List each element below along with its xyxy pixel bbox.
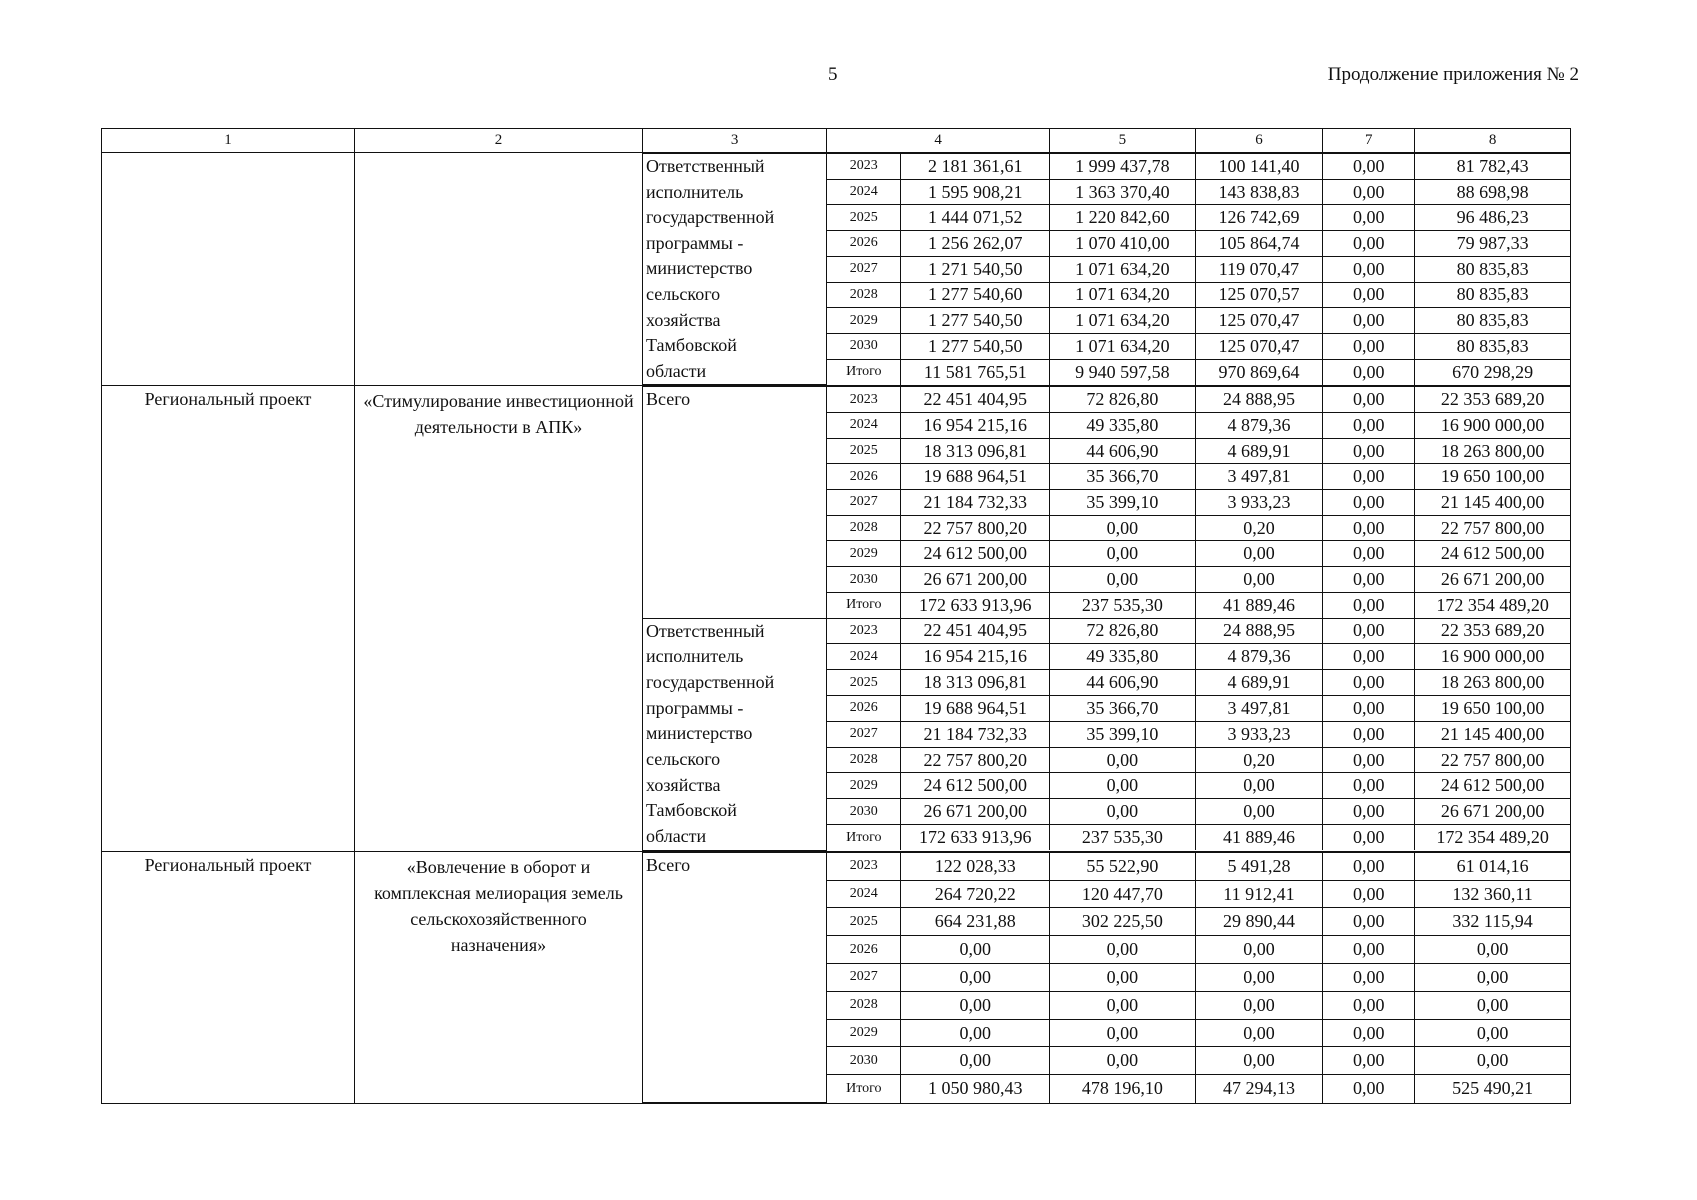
amount-cell: 19 650 100,00 — [1415, 464, 1570, 490]
amount-cell: 0,00 — [1323, 908, 1415, 936]
amount-cell: 3 933,23 — [1195, 490, 1323, 516]
year-cell: 2029 — [827, 308, 901, 334]
amount-cell: 22 757 800,20 — [901, 747, 1050, 773]
amount-cell: 0,00 — [1323, 1047, 1415, 1075]
amount-cell: 332 115,94 — [1415, 908, 1570, 936]
year-cell: 2028 — [827, 747, 901, 773]
amount-cell: 132 360,11 — [1415, 880, 1570, 908]
amount-cell: 0,20 — [1195, 747, 1323, 773]
label-line: исполнитель — [646, 181, 744, 202]
amount-cell: 2 181 361,61 — [901, 154, 1050, 180]
year-cell: 2030 — [827, 799, 901, 825]
block-type-cell: Региональный проект — [102, 851, 355, 1103]
funding-subtable — [643, 386, 1570, 851]
amount-cell: 88 698,98 — [1415, 179, 1570, 205]
amount-cell: 1 220 842,60 — [1050, 205, 1195, 231]
table-block — [102, 851, 1571, 1103]
amount-cell: 18 263 800,00 — [1415, 670, 1570, 696]
amount-cell: 172 354 489,20 — [1415, 825, 1570, 851]
amount-cell: 143 838,83 — [1195, 179, 1323, 205]
amount-cell: 1 999 437,78 — [1050, 154, 1195, 180]
amount-cell: 126 742,69 — [1195, 205, 1323, 231]
amount-cell: 72 826,80 — [1050, 618, 1195, 644]
amount-cell: 0,00 — [1050, 799, 1195, 825]
amount-cell: 0,00 — [1050, 515, 1195, 541]
column-header-8: 8 — [1415, 129, 1570, 152]
amount-cell: 35 399,10 — [1050, 721, 1195, 747]
year-cell: 2027 — [827, 256, 901, 282]
amount-cell: 16 900 000,00 — [1415, 413, 1570, 439]
amount-cell: 41 889,46 — [1195, 592, 1323, 618]
block-type-cell — [102, 153, 355, 386]
amount-cell: 21 145 400,00 — [1415, 490, 1570, 516]
amount-cell: 0,00 — [1050, 964, 1195, 992]
project-name-cell — [355, 153, 643, 386]
amount-cell: 24 612 500,00 — [1415, 773, 1570, 799]
amount-cell: 1 071 634,20 — [1050, 256, 1195, 282]
amount-cell: 0,00 — [1415, 1019, 1570, 1047]
amount-cell: 237 535,30 — [1050, 592, 1195, 618]
funding-detail-cell — [643, 386, 1571, 852]
amount-cell: 0,00 — [1195, 773, 1323, 799]
amount-cell: 1 277 540,60 — [901, 282, 1050, 308]
table-row — [643, 387, 1570, 413]
amount-cell: 125 070,47 — [1195, 308, 1323, 334]
budget-table — [101, 128, 1571, 1104]
amount-cell: 0,00 — [1323, 644, 1415, 670]
label-line: Всего — [646, 854, 691, 875]
amount-cell: 0,00 — [1323, 1019, 1415, 1047]
label-line: сельского — [646, 749, 721, 770]
amount-cell: 0,00 — [1323, 515, 1415, 541]
table-block — [102, 386, 1571, 852]
amount-cell: 4 879,36 — [1195, 644, 1323, 670]
responsible-label-cell — [643, 618, 827, 850]
amount-cell: 125 070,47 — [1195, 333, 1323, 359]
year-cell: 2029 — [827, 773, 901, 799]
table-row — [643, 154, 1570, 180]
amount-cell: 0,00 — [901, 1047, 1050, 1075]
amount-cell: 22 757 800,00 — [1415, 747, 1570, 773]
amount-cell: 0,00 — [1323, 541, 1415, 567]
amount-cell: 970 869,64 — [1195, 359, 1323, 385]
amount-cell: 0,00 — [1050, 541, 1195, 567]
year-cell: 2026 — [827, 695, 901, 721]
amount-cell: 19 650 100,00 — [1415, 695, 1570, 721]
amount-cell: 22 353 689,20 — [1415, 387, 1570, 413]
label-line: государственной — [646, 671, 775, 692]
year-cell: 2027 — [827, 721, 901, 747]
amount-cell: 0,00 — [1323, 721, 1415, 747]
year-cell: 2025 — [827, 438, 901, 464]
amount-cell: 3 497,81 — [1195, 695, 1323, 721]
amount-cell: 0,00 — [1195, 1019, 1323, 1047]
column-header-4: 4 — [827, 129, 1050, 152]
amount-cell: 29 890,44 — [1195, 908, 1323, 936]
amount-cell: 0,00 — [1323, 413, 1415, 439]
label-line: области — [646, 826, 707, 847]
amount-cell: 525 490,21 — [1415, 1075, 1570, 1103]
label-line: Ответственный — [646, 156, 765, 176]
amount-cell: 79 987,33 — [1415, 231, 1570, 257]
project-name-cell: «Вовлечение в оборот и комплексная мелиорация земель сельскохозяйственного назначения» — [355, 851, 643, 1103]
funding-subtable — [643, 153, 1570, 385]
amount-cell: 16 954 215,16 — [901, 644, 1050, 670]
amount-cell: 0,00 — [1323, 695, 1415, 721]
year-cell: 2028 — [827, 515, 901, 541]
label-line: Тамбовской — [646, 800, 737, 821]
project-name-cell: «Стимулирование инвестиционной деятельности в АПК» — [355, 386, 643, 852]
amount-cell: 26 671 200,00 — [1415, 567, 1570, 593]
amount-cell: 4 879,36 — [1195, 413, 1323, 439]
amount-cell: 22 757 800,00 — [1415, 515, 1570, 541]
amount-cell: 22 451 404,95 — [901, 618, 1050, 644]
amount-cell: 1 050 980,43 — [901, 1075, 1050, 1103]
year-cell: 2023 — [827, 852, 901, 880]
page-number: 5 — [828, 64, 838, 85]
amount-cell: 0,00 — [1323, 205, 1415, 231]
amount-cell: 0,00 — [901, 991, 1050, 1019]
year-cell: 2024 — [827, 179, 901, 205]
amount-cell: 9 940 597,58 — [1050, 359, 1195, 385]
amount-cell: 264 720,22 — [901, 880, 1050, 908]
amount-cell: 302 225,50 — [1050, 908, 1195, 936]
amount-cell: 0,00 — [1323, 154, 1415, 180]
column-header-7: 7 — [1323, 129, 1415, 152]
amount-cell: 96 486,23 — [1415, 205, 1570, 231]
amount-cell: 0,00 — [1050, 773, 1195, 799]
amount-cell: 0,00 — [901, 964, 1050, 992]
amount-cell: 172 354 489,20 — [1415, 592, 1570, 618]
year-cell: Итого — [827, 592, 901, 618]
amount-cell: 100 141,40 — [1195, 154, 1323, 180]
column-header-group — [643, 129, 1571, 153]
amount-cell: 0,00 — [1195, 799, 1323, 825]
amount-cell: 26 671 200,00 — [901, 799, 1050, 825]
year-cell: 2029 — [827, 541, 901, 567]
year-cell: Итого — [827, 825, 901, 851]
year-cell: 2030 — [827, 1047, 901, 1075]
amount-cell: 0,00 — [1323, 308, 1415, 334]
year-cell: 2026 — [827, 936, 901, 964]
label-line: хозяйства — [646, 774, 721, 795]
amount-cell: 44 606,90 — [1050, 438, 1195, 464]
amount-cell: 1 256 262,07 — [901, 231, 1050, 257]
year-cell: Итого — [827, 1075, 901, 1103]
amount-cell: 24 888,95 — [1195, 618, 1323, 644]
amount-cell: 105 864,74 — [1195, 231, 1323, 257]
amount-cell: 19 688 964,51 — [901, 464, 1050, 490]
table-block — [102, 153, 1571, 386]
amount-cell: 0,00 — [1050, 567, 1195, 593]
amount-cell: 237 535,30 — [1050, 825, 1195, 851]
amount-cell: 16 954 215,16 — [901, 413, 1050, 439]
amount-cell: 35 366,70 — [1050, 695, 1195, 721]
amount-cell: 18 313 096,81 — [901, 438, 1050, 464]
year-cell: 2023 — [827, 154, 901, 180]
amount-cell: 0,00 — [1195, 936, 1323, 964]
year-cell: 2024 — [827, 644, 901, 670]
table-row — [643, 852, 1570, 880]
amount-cell: 21 145 400,00 — [1415, 721, 1570, 747]
label-line: программы - — [646, 697, 744, 718]
amount-cell: 49 335,80 — [1050, 413, 1195, 439]
year-cell: 2025 — [827, 908, 901, 936]
label-line: исполнитель — [646, 646, 744, 667]
amount-cell: 1 444 071,52 — [901, 205, 1050, 231]
amount-cell: 24 612 500,00 — [1415, 541, 1570, 567]
amount-cell: 0,00 — [1323, 179, 1415, 205]
amount-cell: 0,00 — [1323, 880, 1415, 908]
amount-cell: 0,00 — [1050, 1019, 1195, 1047]
year-cell: 2024 — [827, 880, 901, 908]
amount-cell: 1 070 410,00 — [1050, 231, 1195, 257]
amount-cell: 0,00 — [1323, 852, 1415, 880]
amount-cell: 0,00 — [1323, 333, 1415, 359]
funding-detail-cell — [643, 851, 1571, 1103]
amount-cell: 0,00 — [1323, 387, 1415, 413]
amount-cell: 0,00 — [1323, 567, 1415, 593]
amount-cell: 0,00 — [1323, 936, 1415, 964]
column-header-6: 6 — [1195, 129, 1323, 152]
amount-cell: 4 689,91 — [1195, 670, 1323, 696]
year-cell: 2026 — [827, 231, 901, 257]
column-header-1: 1 — [102, 129, 355, 153]
block-type-cell: Региональный проект — [102, 386, 355, 852]
responsible-label-cell — [643, 852, 827, 1102]
amount-cell: 3 497,81 — [1195, 464, 1323, 490]
year-cell: 2030 — [827, 567, 901, 593]
label-line: министерство — [646, 258, 753, 279]
amount-cell: 0,00 — [1323, 282, 1415, 308]
amount-cell: 0,00 — [1195, 1047, 1323, 1075]
amount-cell: 664 231,88 — [901, 908, 1050, 936]
amount-cell: 81 782,43 — [1415, 154, 1570, 180]
year-cell: 2025 — [827, 670, 901, 696]
amount-cell: 80 835,83 — [1415, 282, 1570, 308]
amount-cell: 72 826,80 — [1050, 387, 1195, 413]
amount-cell: 35 399,10 — [1050, 490, 1195, 516]
amount-cell: 21 184 732,33 — [901, 721, 1050, 747]
amount-cell: 16 900 000,00 — [1415, 644, 1570, 670]
amount-cell: 49 335,80 — [1050, 644, 1195, 670]
amount-cell: 0,00 — [1323, 618, 1415, 644]
amount-cell: 0,00 — [1050, 936, 1195, 964]
header-row — [102, 129, 1571, 153]
column-header-3: 3 — [643, 129, 827, 152]
amount-cell: 0,00 — [1050, 747, 1195, 773]
amount-cell: 3 933,23 — [1195, 721, 1323, 747]
column-header-2: 2 — [355, 129, 643, 153]
amount-cell: 0,00 — [1323, 231, 1415, 257]
amount-cell: 0,00 — [1195, 991, 1323, 1019]
amount-cell: 35 366,70 — [1050, 464, 1195, 490]
table-row — [643, 618, 1570, 644]
year-cell: 2027 — [827, 490, 901, 516]
amount-cell: 55 522,90 — [1050, 852, 1195, 880]
amount-cell: 1 071 634,20 — [1050, 282, 1195, 308]
amount-cell: 122 028,33 — [901, 852, 1050, 880]
amount-cell: 18 263 800,00 — [1415, 438, 1570, 464]
amount-cell: 0,00 — [1323, 256, 1415, 282]
amount-cell: 0,00 — [1050, 991, 1195, 1019]
amount-cell: 0,00 — [1323, 670, 1415, 696]
amount-cell: 0,00 — [901, 1019, 1050, 1047]
amount-cell: 47 294,13 — [1195, 1075, 1323, 1103]
amount-cell: 1 277 540,50 — [901, 308, 1050, 334]
amount-cell: 172 633 913,96 — [901, 825, 1050, 851]
year-cell: 2028 — [827, 282, 901, 308]
amount-cell: 0,00 — [1323, 490, 1415, 516]
amount-cell: 1 363 370,40 — [1050, 179, 1195, 205]
year-cell: 2024 — [827, 413, 901, 439]
amount-cell: 24 612 500,00 — [901, 541, 1050, 567]
amount-cell: 0,00 — [1323, 991, 1415, 1019]
amount-cell: 0,00 — [1323, 592, 1415, 618]
year-cell: 2025 — [827, 205, 901, 231]
amount-cell: 1 071 634,20 — [1050, 308, 1195, 334]
amount-cell: 0,00 — [1195, 567, 1323, 593]
amount-cell: 0,00 — [1323, 438, 1415, 464]
amount-cell: 0,00 — [1323, 964, 1415, 992]
year-cell: Итого — [827, 359, 901, 385]
amount-cell: 5 491,28 — [1195, 852, 1323, 880]
amount-cell: 11 912,41 — [1195, 880, 1323, 908]
year-cell: 2023 — [827, 618, 901, 644]
amount-cell: 24 888,95 — [1195, 387, 1323, 413]
amount-cell: 0,00 — [901, 936, 1050, 964]
amount-cell: 1 277 540,50 — [901, 333, 1050, 359]
year-cell: 2029 — [827, 1019, 901, 1047]
amount-cell: 0,00 — [1195, 964, 1323, 992]
amount-cell: 80 835,83 — [1415, 256, 1570, 282]
amount-cell: 4 689,91 — [1195, 438, 1323, 464]
amount-cell: 0,00 — [1415, 991, 1570, 1019]
amount-cell: 1 595 908,21 — [901, 179, 1050, 205]
amount-cell: 22 451 404,95 — [901, 387, 1050, 413]
amount-cell: 0,00 — [1195, 541, 1323, 567]
amount-cell: 478 196,10 — [1050, 1075, 1195, 1103]
amount-cell: 22 757 800,20 — [901, 515, 1050, 541]
amount-cell: 172 633 913,96 — [901, 592, 1050, 618]
amount-cell: 0,00 — [1323, 464, 1415, 490]
amount-cell: 1 071 634,20 — [1050, 333, 1195, 359]
amount-cell: 61 014,16 — [1415, 852, 1570, 880]
amount-cell: 80 835,83 — [1415, 333, 1570, 359]
amount-cell: 19 688 964,51 — [901, 695, 1050, 721]
label-line: государственной — [646, 207, 775, 228]
label-line: Ответственный — [646, 620, 765, 641]
amount-cell: 0,00 — [1415, 936, 1570, 964]
label-line: Тамбовской — [646, 335, 737, 356]
amount-cell: 18 313 096,81 — [901, 670, 1050, 696]
amount-cell: 670 298,29 — [1415, 359, 1570, 385]
column-header-5: 5 — [1050, 129, 1195, 152]
amount-cell: 11 581 765,51 — [901, 359, 1050, 385]
year-cell: 2030 — [827, 333, 901, 359]
year-cell: 2027 — [827, 964, 901, 992]
amount-cell: 0,00 — [1415, 1047, 1570, 1075]
amount-cell: 22 353 689,20 — [1415, 618, 1570, 644]
year-cell: 2026 — [827, 464, 901, 490]
amount-cell: 0,00 — [1415, 964, 1570, 992]
label-line: министерство — [646, 723, 753, 744]
year-cell: 2023 — [827, 387, 901, 413]
amount-cell: 0,00 — [1323, 773, 1415, 799]
label-line: Всего — [646, 389, 691, 410]
amount-cell: 26 671 200,00 — [901, 567, 1050, 593]
label-line: хозяйства — [646, 309, 721, 330]
amount-cell: 26 671 200,00 — [1415, 799, 1570, 825]
amount-cell: 0,00 — [1323, 1075, 1415, 1103]
appendix-title: Продолжение приложения № 2 — [1327, 64, 1579, 85]
amount-cell: 0,00 — [1323, 799, 1415, 825]
amount-cell: 1 271 540,50 — [901, 256, 1050, 282]
amount-cell: 0,20 — [1195, 515, 1323, 541]
label-line: области — [646, 360, 707, 381]
responsible-label-cell — [643, 154, 827, 385]
amount-cell: 0,00 — [1323, 359, 1415, 385]
funding-detail-cell — [643, 153, 1571, 386]
label-line: программы - — [646, 232, 744, 253]
amount-cell: 41 889,46 — [1195, 825, 1323, 851]
amount-cell: 120 447,70 — [1050, 880, 1195, 908]
amount-cell: 0,00 — [1323, 747, 1415, 773]
funding-subtable — [643, 852, 1570, 1103]
amount-cell: 21 184 732,33 — [901, 490, 1050, 516]
amount-cell: 80 835,83 — [1415, 308, 1570, 334]
responsible-label-cell — [643, 387, 827, 618]
amount-cell: 44 606,90 — [1050, 670, 1195, 696]
label-line: сельского — [646, 283, 721, 304]
amount-cell: 24 612 500,00 — [901, 773, 1050, 799]
amount-cell: 119 070,47 — [1195, 256, 1323, 282]
amount-cell: 125 070,57 — [1195, 282, 1323, 308]
amount-cell: 0,00 — [1050, 1047, 1195, 1075]
year-cell: 2028 — [827, 991, 901, 1019]
amount-cell: 0,00 — [1323, 825, 1415, 851]
